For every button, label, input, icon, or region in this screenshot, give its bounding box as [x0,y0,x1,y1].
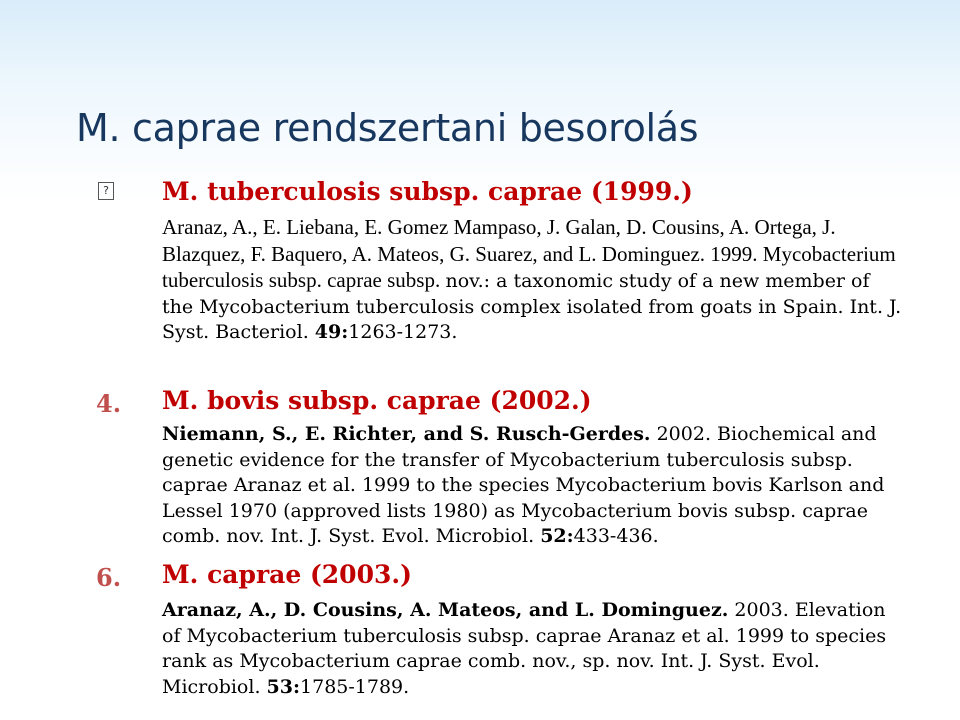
nov-text: nov. [445,270,484,292]
section-3-number: 6. [96,563,122,592]
citation-text: Biochemical and genetic evidence for the transfer of Mycobacterium tuberculosis subsp. caprae Aranaz et al. 1999 to the species Mycobacterium bovis Karlson and Lessel 1970 (approved lists 1980) as Mycobacterium bovis subsp. caprae comb. nov. Int. J. Syst. Evol. Microbiol. [162,423,885,547]
citation-title-text: Mycobacterium tuberculosis subsp. caprae subsp. [162,241,896,292]
citation-text: Elevation of Mycobacterium tuberculosis subsp. caprae Aranaz et al. 1999 to species rank as Mycobacterium caprae comb. nov., sp. nov. Int. J. Syst. Evol. Microbiol. [162,599,887,698]
pages-text: 1263-1273. [348,321,458,343]
volume-text: 53: [266,675,301,698]
section-3-heading: M. caprae (2003.) [162,560,412,589]
volume-text: 49: [314,321,349,343]
authors-text: Niemann, S., E. Richter, and S. Rusch-Gerdes. [162,423,651,445]
authors-text: Aranaz, A., E. Liebana, E. Gomez Mampaso, J. Galan, D. Cousins, A. Ortega, J. Blazquez, F. Baquero, A. Mateos, G. Suarez, and L. Dominguez. [162,215,836,266]
year-text: 2002. [656,423,711,445]
volume-text: 52: [540,525,574,547]
year-text: 1999. [710,241,758,266]
section-3-citation [162,598,902,700]
citation-rest-text: : a taxonomic study of a new member of the Mycobacterium tuberculosis complex isolated from goats in Spain. Int. J. Syst. Bacteriol. [162,270,902,343]
section-1-citation [162,215,902,346]
section-1-heading: M. tuberculosis subsp. caprae (1999.) [162,177,693,206]
pages-text: 433-436. [573,525,659,547]
pages-text: 1785-1789. [300,675,410,698]
authors-text: Aranaz, A., D. Cousins, A. Mateos, and L. Dominguez. [162,599,729,621]
section-2-heading: M. bovis subsp. caprae (2002.) [162,386,592,415]
section-2-number: 4. [96,389,122,418]
slide-title: M. caprae rendszertani besorolás [76,106,699,150]
year-text: 2003. [734,599,789,621]
missing-glyph-icon: ? [98,182,114,200]
section-2-citation [162,422,902,550]
